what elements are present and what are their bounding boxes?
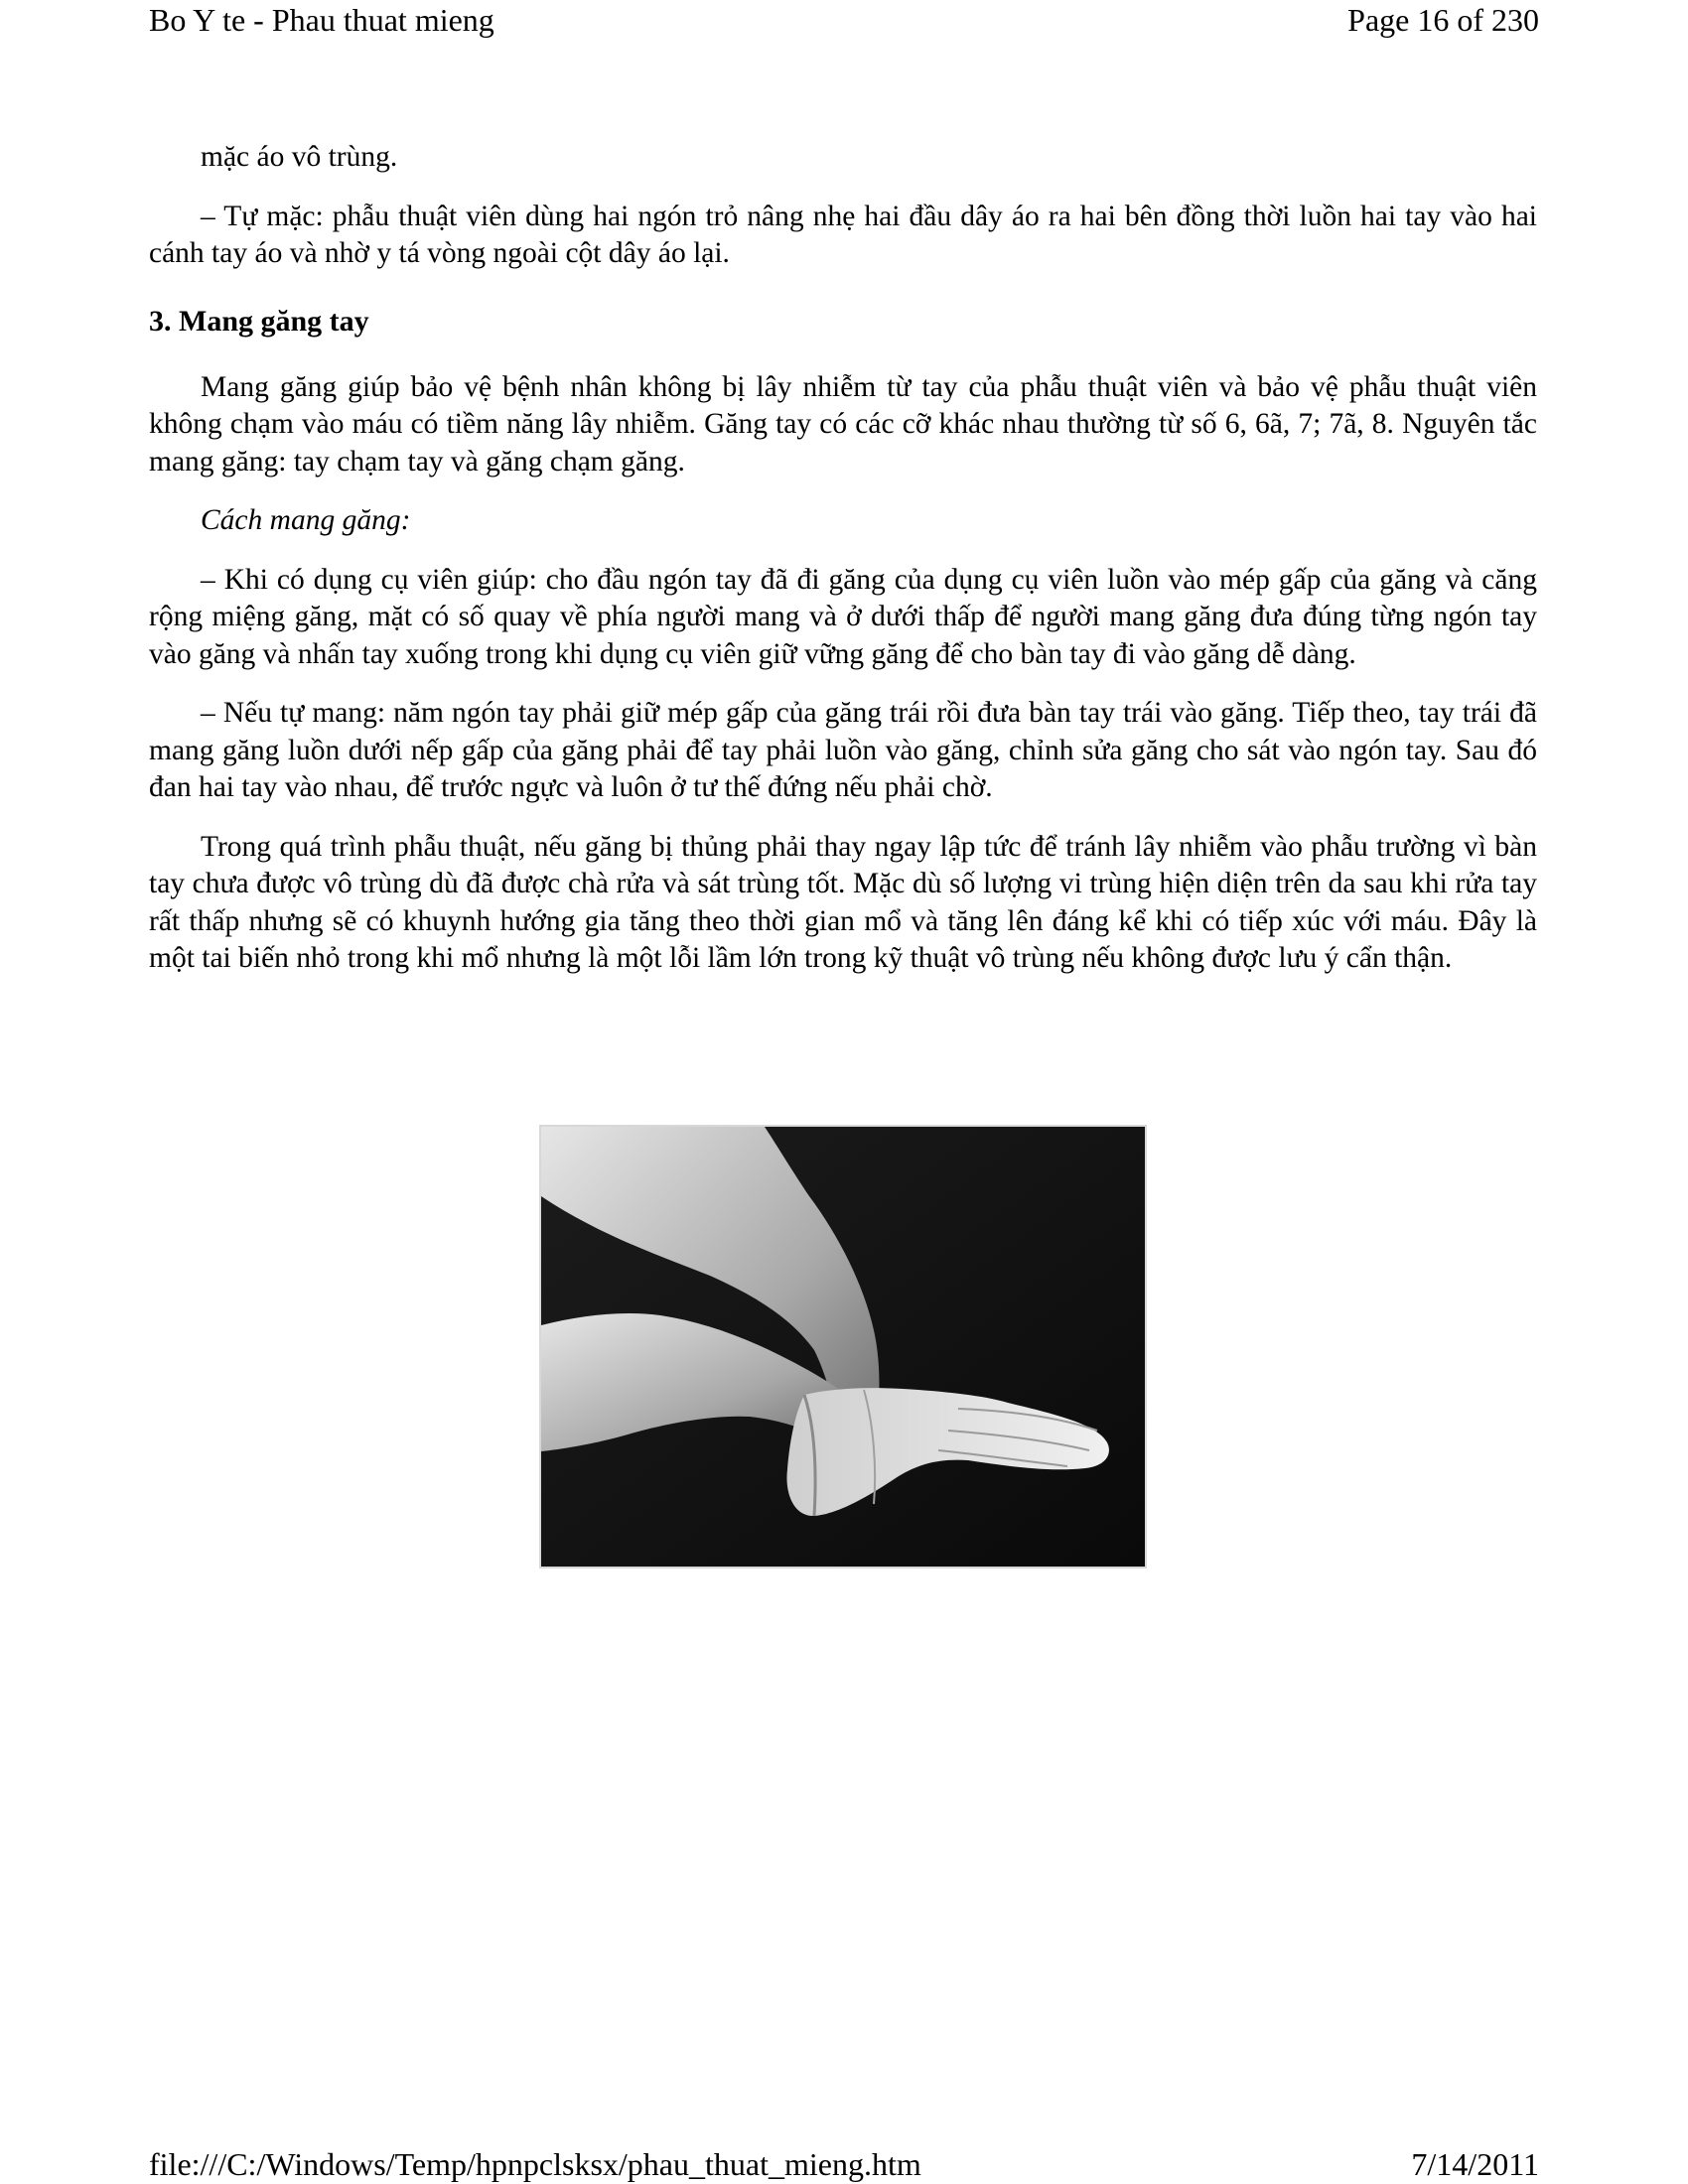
document-title: Bo Y te - Phau thuat mieng bbox=[149, 2, 494, 38]
gloving-photo bbox=[539, 1125, 1147, 1569]
paragraph-continuation: mặc áo vô trùng. bbox=[201, 141, 398, 173]
section-heading: 3. Mang găng tay bbox=[149, 304, 369, 338]
page-header bbox=[149, 0, 1539, 40]
subheading-gloving-method: Cách mang găng: bbox=[201, 504, 411, 536]
paragraph-glove-puncture: Trong quá trình phẫu thuật, nếu găng bị thủng phải thay ngay lập tức để tránh lây nhiễm vào phẫu trường vì bàn tay chưa được vô trùng dù đã được chà rửa và sát trùng tốt. Mặc dù số lượng vi trùng hiện diện trên da sau khi rửa tay rất thấp nhưng sẽ có khuynh hướng gia tăng theo thời gian mổ và tăng lên đáng kể khi có tiếp xúc với máu. Đây là một tai biến nhỏ trong khi mổ nhưng là một lỗi lầm lớn trong kỹ thuật vô trùng nếu không được lưu ý cẩn thận. bbox=[149, 830, 1537, 974]
page-footer bbox=[149, 2144, 1539, 2184]
file-path: file:///C:/Windows/Temp/hpnpclsksx/phau_thuat_mieng.htm bbox=[149, 2146, 921, 2182]
document-body bbox=[149, 139, 1537, 1000]
print-date: 7/14/2011 bbox=[1411, 2146, 1539, 2182]
paragraph-gloving-intro: Mang găng giúp bảo vệ bệnh nhân không bị lây nhiễm từ tay của phẫu thuật viên và bảo vệ phẫu thuật viên không chạm vào máu có tiềm năng lây nhiễm. Găng tay có các cỡ khác nhau thường từ số 6, 6ã, 7; 7ã, 8. Nguyên tắc mang găng: tay chạm tay và găng chạm găng. bbox=[149, 370, 1537, 478]
paragraph-self-gowning: – Tự mặc: phẫu thuật viên dùng hai ngón trỏ nâng nhẹ hai đầu dây áo ra hai bên đồng thời luồn hai tay vào hai cánh tay áo và nhờ y tá vòng ngoài cột dây áo lại. bbox=[149, 200, 1537, 269]
page-number: Page 16 of 230 bbox=[1347, 2, 1539, 38]
gloving-photo-illustration bbox=[541, 1127, 1145, 1567]
paragraph-self-gloving: – Nếu tự mang: năm ngón tay phải giữ mép gấp của găng trái rồi đưa bàn tay trái vào găng. Tiếp theo, tay trái đã mang găng luồn dưới nếp gấp của găng phải để tay phải luồn vào găng, chỉnh sửa găng cho sát vào ngón tay. Sau đó đan hai tay vào nhau, để trước ngực và luôn ở tư thế đứng nếu phải chờ. bbox=[149, 697, 1537, 803]
paragraph-assisted-gloving: – Khi có dụng cụ viên giúp: cho đầu ngón tay đã đi găng của dụng cụ viên luồn vào mép gấp của găng và căng rộng miệng găng, mặt có số quay về phía người mang và ở dưới thấp để người mang găng đưa đúng từng ngón tay vào găng và nhấn tay xuống trong khi dụng cụ viên giữ vững găng để cho bàn tay đi vào găng dễ dàng. bbox=[149, 563, 1537, 670]
